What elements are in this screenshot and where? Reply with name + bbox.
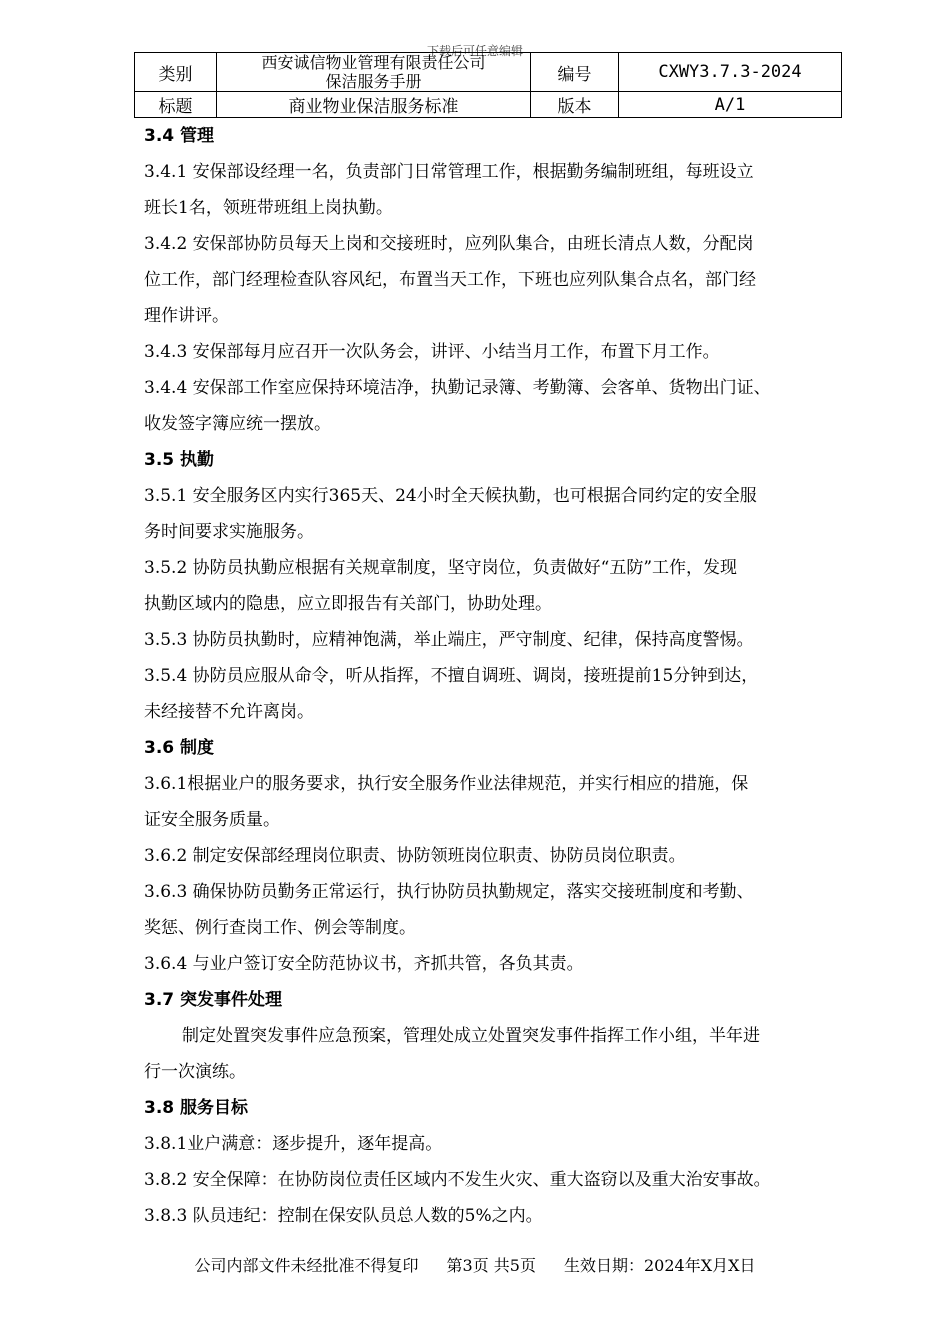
body-text-line: 务时间要求实施服务。 <box>144 522 314 542</box>
body-text-line: 行一次演练。 <box>144 1062 246 1082</box>
document-body <box>144 118 844 1234</box>
body-text-line: 3.4.4 安保部工作室应保持环境洁净，执勤记录簿、考勤簿、会客单、货物出门证、 <box>144 378 771 398</box>
body-text-line: 制定处置突发事件应急预案，管理处成立处置突发事件指挥工作小组，半年进 <box>182 1026 760 1046</box>
body-text-line: 收发签字簿应统一摆放。 <box>144 414 331 434</box>
body-text-line: 3.6.4 与业户签订安全防范协议书，齐抓共管，各负其责。 <box>144 954 584 974</box>
body-text-line: 3.6.3 确保协防员勤务正常运行，执行协防员执勤规定，落实交接班制度和考勤、 <box>144 882 754 902</box>
company-line-2: 保洁服务手册 <box>325 72 422 91</box>
number-label: 编号 <box>531 53 619 92</box>
page-footer <box>0 1253 950 1276</box>
body-text-line: 位工作，部门经理检查队容风纪，布置当天工作，下班也应列队集合点名，部门经 <box>144 270 756 290</box>
body-text-line: 3.8.2 安全保障：在协防岗位责任区域内不发生火灾、重大盗窃以及重大治安事故。 <box>144 1170 771 1190</box>
body-text-line: 3.4.3 安保部每月应召开一次队务会，讲评、小结当月工作，布置下月工作。 <box>144 342 720 362</box>
body-text-line: 理作讲评。 <box>144 306 229 326</box>
body-text-line: 3.5.3 协防员执勤时，应精神饱满，举止端庄，严守制度、纪律，保持高度警惕。 <box>144 630 754 650</box>
body-text-line: 3.8.1业户满意：逐步提升，逐年提高。 <box>144 1134 443 1154</box>
body-text-line: 未经接替不允许离岗。 <box>144 702 314 722</box>
body-text-line: 执勤区域内的隐患，应立即报告有关部门，协助处理。 <box>144 594 552 614</box>
body-text-line: 奖惩、例行查岗工作、例会等制度。 <box>144 918 416 938</box>
company-name <box>217 53 531 92</box>
body-text-line: 证安全服务质量。 <box>144 810 280 830</box>
body-text-line: 班长1名，领班带班组上岗执勤。 <box>144 198 393 218</box>
section-heading: 3.6 制度 <box>144 738 215 758</box>
section-heading: 3.5 执勤 <box>144 450 215 470</box>
number-value: CXWY3.7.3-2024 <box>619 53 842 92</box>
title-label: 标题 <box>135 92 217 118</box>
section-heading: 3.8 服务目标 <box>144 1098 249 1118</box>
watermark-text: 下载后可任意编辑 <box>426 44 523 58</box>
footer-notice: 公司内部文件未经批准不得复印 <box>194 1256 419 1275</box>
footer-effective-date: 生效日期：2024年X月X日 <box>563 1256 756 1275</box>
body-text-line: 3.5.1 安全服务区内实行365天、24小时全天候执勤，也可根据合同约定的安全服 <box>144 486 757 506</box>
body-text-line: 3.4.1 安保部设经理一名，负责部门日常管理工作，根据勤务编制班组，每班设立 <box>144 162 754 182</box>
body-text-line: 3.6.1根据业户的服务要求，执行安全服务作业法律规范，并实行相应的措施，保 <box>144 774 749 794</box>
category-label: 类别 <box>135 53 217 92</box>
title-value: 商业物业保洁服务标准 <box>217 92 531 118</box>
body-text-line: 3.5.4 协防员应服从命令，听从指挥，不擅自调班、调岗，接班提前15分钟到达， <box>144 666 759 686</box>
body-text-line: 3.5.2 协防员执勤应根据有关规章制度，坚守岗位，负责做好“五防”工作，发现 <box>144 558 738 578</box>
section-heading: 3.4 管理 <box>144 126 215 146</box>
body-text-line: 3.6.2 制定安保部经理岗位职责、协防领班岗位职责、协防员岗位职责。 <box>144 846 686 866</box>
body-text-line: 3.4.2 安保部协防员每天上岗和交接班时，应列队集合，由班长清点人数，分配岗 <box>144 234 754 254</box>
section-heading: 3.7 突发事件处理 <box>144 990 283 1010</box>
body-text-line: 3.8.3 队员违纪：控制在保安队员总人数的5%之内。 <box>144 1206 543 1226</box>
version-value: A/1 <box>619 92 842 118</box>
version-label: 版本 <box>531 92 619 118</box>
footer-page-number: 第3页 共5页 <box>446 1256 536 1275</box>
company-line-1: 西安诚信物业管理有限责任公司 <box>261 53 486 72</box>
document-header-table <box>134 52 842 118</box>
